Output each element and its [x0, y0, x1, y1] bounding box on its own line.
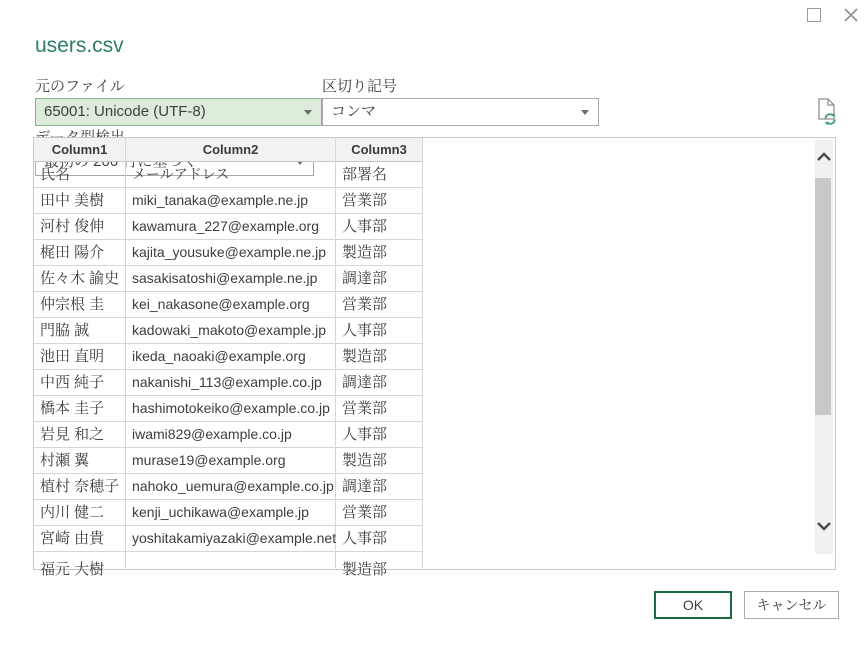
- table-row: [34, 552, 423, 578]
- table-row: [34, 396, 423, 422]
- preview-cell: kawamura_227@example.org: [126, 214, 336, 240]
- preview-cell: 田中 美樹: [34, 188, 126, 214]
- preview-pane: [33, 137, 836, 578]
- table-row: [34, 370, 423, 396]
- table-row: [34, 474, 423, 500]
- delimiter-label: 区切り記号: [322, 78, 398, 95]
- preview-cell: 村瀬 翼: [34, 448, 126, 474]
- preview-cell: 調達部: [336, 266, 423, 292]
- restore-icon: [807, 8, 821, 22]
- close-icon: [841, 5, 861, 25]
- cancel-button[interactable]: キャンセル: [744, 591, 839, 619]
- preview-cell: 人事部: [336, 526, 423, 552]
- preview-cell: 佐々木 諭史: [34, 266, 126, 292]
- table-row: [34, 292, 423, 318]
- preview-cell: nakanishi_113@example.co.jp: [126, 370, 336, 396]
- preview-cell: 営業部: [336, 500, 423, 526]
- scroll-down-icon[interactable]: [816, 520, 832, 532]
- preview-cell: miki_tanaka@example.ne.jp: [126, 188, 336, 214]
- preview-cell: 岩見 和之: [34, 422, 126, 448]
- scrollbar-thumb[interactable]: [815, 178, 831, 415]
- preview-cell: iwami829@example.co.jp: [126, 422, 336, 448]
- preview-cell: 内川 健二: [34, 500, 126, 526]
- table-row: [34, 138, 423, 162]
- preview-cell: 宮崎 由貴: [34, 526, 126, 552]
- file-origin-label: 元のファイル: [35, 78, 125, 95]
- preview-cell: sasakisatoshi@example.ne.jp: [126, 266, 336, 292]
- preview-cell: kenji_uchikawa@example.jp: [126, 500, 336, 526]
- table-row: [34, 162, 423, 188]
- preview-cell: 営業部: [336, 188, 423, 214]
- delimiter-value: コンマ: [331, 103, 377, 120]
- file-refresh-icon[interactable]: [814, 97, 840, 132]
- preview-cell: kajita_yousuke@example.ne.jp: [126, 240, 336, 266]
- preview-cell: 福元 大樹: [34, 552, 126, 568]
- preview-cell: 人事部: [336, 422, 423, 448]
- preview-cell: 氏名: [34, 162, 126, 188]
- preview-cell: 営業部: [336, 396, 423, 422]
- table-row: [34, 188, 423, 214]
- preview-cell: 橋本 圭子: [34, 396, 126, 422]
- delimiter-select[interactable]: [322, 98, 599, 126]
- close-window-button[interactable]: [841, 5, 861, 25]
- preview-grid: [34, 138, 423, 578]
- vertical-scrollbar[interactable]: [814, 139, 834, 566]
- column-header: Column1: [34, 138, 126, 162]
- table-row: [34, 422, 423, 448]
- ok-button[interactable]: OK: [654, 591, 732, 619]
- table-row: [34, 240, 423, 266]
- column-header: Column2: [126, 138, 336, 162]
- preview-cell: 部署名: [336, 162, 423, 188]
- preview-cell: kadowaki_makoto@example.jp: [126, 318, 336, 344]
- table-row: [34, 344, 423, 370]
- column-header: Column3: [336, 138, 423, 162]
- preview-cell: 池田 直明: [34, 344, 126, 370]
- table-row: [34, 214, 423, 240]
- preview-cell: 営業部: [336, 292, 423, 318]
- preview-cell: 製造部: [336, 240, 423, 266]
- restore-window-button[interactable]: [805, 6, 823, 24]
- table-row: [34, 526, 423, 552]
- chevron-down-icon: [581, 110, 589, 115]
- file-origin-select[interactable]: [35, 98, 322, 126]
- preview-cell: hashimotokeiko@example.co.jp: [126, 396, 336, 422]
- table-row: [34, 448, 423, 474]
- preview-cell: yoshitakamiyazaki@example.net: [126, 526, 336, 552]
- preview-cell: 河村 俊伸: [34, 214, 126, 240]
- preview-cell: 製造部: [336, 552, 423, 568]
- preview-cell: nahoko_uemura@example.co.jp: [126, 474, 336, 500]
- scroll-up-icon[interactable]: [816, 151, 832, 163]
- preview-cell: [126, 552, 336, 568]
- preview-cell: 仲宗根 圭: [34, 292, 126, 318]
- preview-cell: 製造部: [336, 344, 423, 370]
- table-row: [34, 318, 423, 344]
- preview-cell: 梶田 陽介: [34, 240, 126, 266]
- preview-cell: 調達部: [336, 474, 423, 500]
- preview-cell: 門脇 誠: [34, 318, 126, 344]
- chevron-down-icon: [304, 110, 312, 115]
- preview-cell: 調達部: [336, 370, 423, 396]
- preview-cell: 中西 純子: [34, 370, 126, 396]
- preview-cell: 人事部: [336, 214, 423, 240]
- table-row: [34, 266, 423, 292]
- file-origin-value: 65001: Unicode (UTF-8): [44, 103, 206, 120]
- preview-cell: 製造部: [336, 448, 423, 474]
- preview-cell: 植村 奈穂子: [34, 474, 126, 500]
- preview-cell: メールアドレス: [126, 162, 336, 188]
- table-row: [34, 500, 423, 526]
- page-title: users.csv: [35, 34, 124, 57]
- preview-cell: murase19@example.org: [126, 448, 336, 474]
- preview-cell: kei_nakasone@example.org: [126, 292, 336, 318]
- preview-cell: ikeda_naoaki@example.org: [126, 344, 336, 370]
- preview-cell: 人事部: [336, 318, 423, 344]
